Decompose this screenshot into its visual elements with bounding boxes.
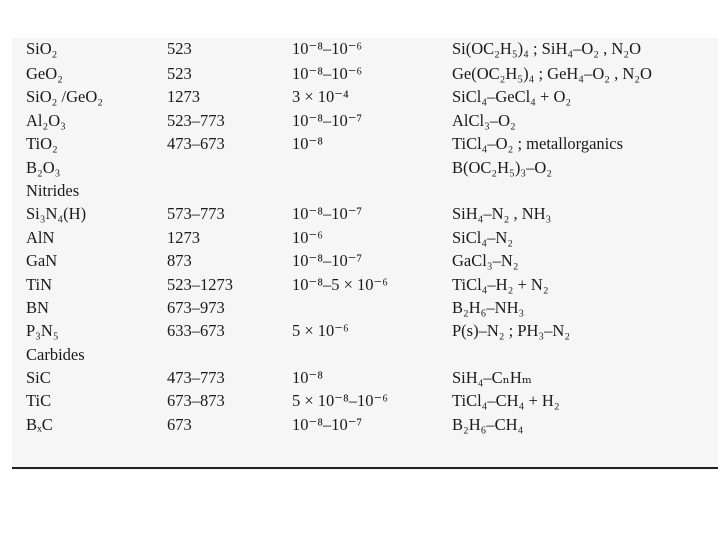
material-cell: TiC [26, 391, 52, 411]
material-cell: B₂O₃ [26, 157, 61, 177]
reactants-cell: B₂H₆–CH₄ [452, 414, 524, 434]
temperature-cell: 1273 [167, 227, 200, 247]
material-cell: TiO₂ [26, 134, 58, 154]
material-cell: Carbides [26, 344, 85, 364]
temperature-cell: 473–673 [167, 134, 225, 154]
pressure-cell: 10⁻⁸–10⁻⁷ [292, 414, 363, 434]
pressure-cell: 10⁻⁸–5 × 10⁻⁶ [292, 274, 388, 294]
temperature-cell: 523 [167, 64, 192, 83]
material-cell: Nitrides [26, 180, 80, 200]
pressure-cell: 10⁻⁶ [292, 227, 323, 247]
temperature-cell: 523 [167, 39, 192, 58]
reactants-cell: AlCl₃–O₂ [452, 110, 516, 130]
temperature-cell: 673–973 [167, 297, 225, 317]
temperature-cell: 573–773 [167, 204, 225, 224]
temperature-cell: 523–1273 [167, 274, 233, 294]
pressure-cell: 5 × 10⁻⁸–10⁻⁶ [292, 391, 388, 411]
table-row [12, 343, 718, 366]
temperature-cell: 673–873 [167, 391, 225, 411]
pressure-cell: 10⁻⁸ [292, 368, 323, 388]
reactants-cell: B₂H₆–NH₃ [452, 297, 525, 317]
reactants-cell: Si(OC₂H₅)₄ ; SiH₄–O₂ , N₂O [452, 39, 641, 58]
temperature-cell: 673 [167, 414, 192, 434]
material-cell: GeO₂ [26, 64, 63, 83]
reactants-cell: SiH₄–N₂ , NH₃ [452, 204, 552, 224]
table-row [12, 85, 718, 108]
table-row [12, 132, 718, 155]
table-row [12, 296, 718, 319]
temperature-cell: 873 [167, 251, 192, 271]
material-cell: SiC [26, 368, 51, 388]
reactants-cell: Ge(OC₂H₅)₄ ; GeH₄–O₂ , N₂O [452, 64, 652, 83]
temperature-cell: 523–773 [167, 110, 225, 130]
pressure-cell: 10⁻⁸–10⁻⁷ [292, 110, 363, 130]
reactants-cell: SiCl₄–GeCl₄ + O₂ [452, 87, 572, 107]
table-row [12, 249, 718, 272]
table-row [12, 109, 718, 132]
temperature-cell: 633–673 [167, 321, 225, 341]
material-cell: TiN [26, 274, 52, 294]
material-cell: SiO₂ /GeO₂ [26, 87, 104, 107]
reactants-cell: GaCl₃–N₂ [452, 251, 519, 271]
table-row [12, 62, 718, 85]
table-row [12, 413, 718, 436]
material-cell: Si₃N₄(H) [26, 204, 87, 224]
pressure-cell: 10⁻⁸–10⁻⁶ [292, 39, 363, 58]
table-row [12, 39, 718, 62]
table-bottom-rule [12, 467, 718, 469]
reactants-cell: TiCl₄–O₂ ; metallorganics [452, 134, 624, 154]
table-body [12, 39, 718, 436]
material-cell: BₓC [26, 414, 53, 434]
reactants-cell: B(OC₂H₅)₃–O₂ [452, 157, 553, 177]
material-cell: AlN [26, 227, 55, 247]
reactants-cell: SiH₄–CₙHₘ [452, 368, 532, 388]
table-row [12, 226, 718, 249]
reactants-cell: SiCl₄–N₂ [452, 227, 514, 247]
table-row [12, 319, 718, 342]
table-row [12, 202, 718, 225]
pressure-cell: 5 × 10⁻⁶ [292, 321, 349, 341]
temperature-cell: 473–773 [167, 368, 225, 388]
material-cell: SiO₂ [26, 39, 58, 58]
pressure-cell: 10⁻⁸–10⁻⁶ [292, 64, 363, 83]
table-row [12, 156, 718, 179]
pressure-cell: 10⁻⁸–10⁻⁷ [292, 204, 363, 224]
material-cell: GaN [26, 251, 58, 271]
table-row [12, 273, 718, 296]
table-row [12, 179, 718, 202]
material-cell: P₃N₅ [26, 321, 59, 341]
reactants-cell: TiCl₄–CH₄ + H₂ [452, 391, 560, 411]
reactants-cell: TiCl₄–H₂ + N₂ [452, 274, 549, 294]
material-cell: Al₂O₃ [26, 110, 66, 130]
temperature-cell: 1273 [167, 87, 200, 107]
table-row [12, 389, 718, 412]
pressure-cell: 3 × 10⁻⁴ [292, 87, 349, 107]
table-row [12, 366, 718, 389]
pressure-cell: 10⁻⁸ [292, 134, 323, 154]
material-cell: BN [26, 297, 49, 317]
reactants-cell: P(s)–N₂ ; PH₃–N₂ [452, 321, 571, 341]
pressure-cell: 10⁻⁸–10⁻⁷ [292, 251, 363, 271]
deposition-table [12, 38, 718, 470]
